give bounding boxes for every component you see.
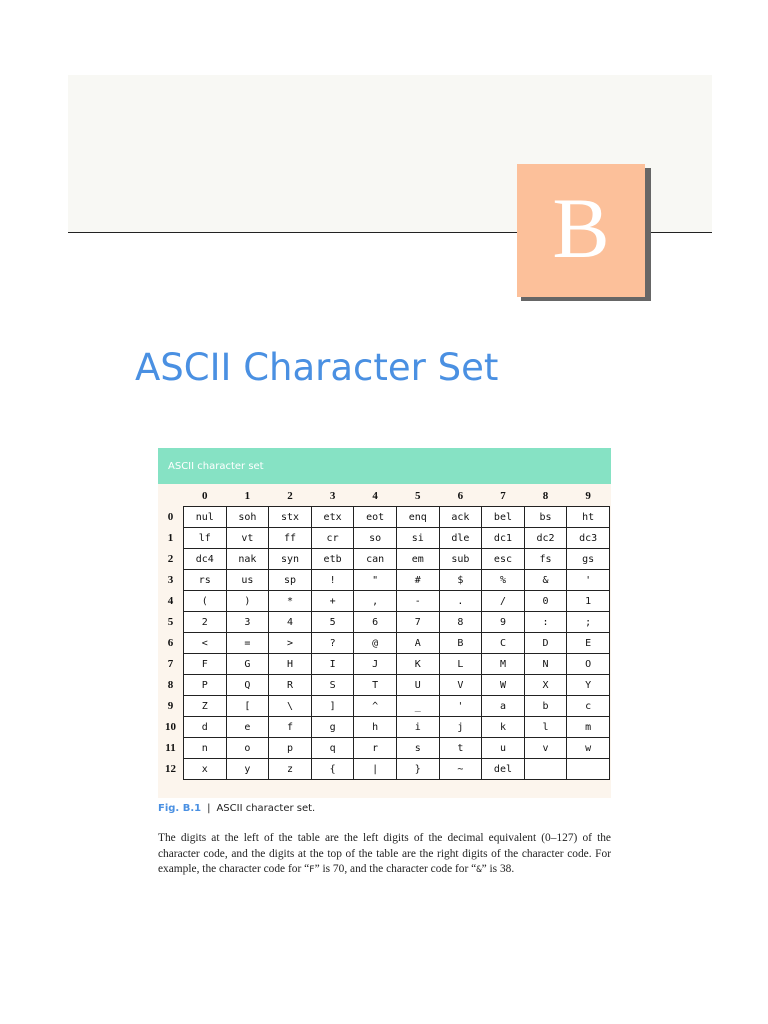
table-header-row [158,486,609,507]
table-cell: L [439,654,482,675]
table-cell: us [226,570,269,591]
row-header: 8 [167,679,174,691]
table-cell: D [524,633,567,654]
ascii-table-panel [158,448,611,798]
table-row [158,507,609,528]
table-cell: A [396,633,439,654]
table-row [158,633,609,654]
table-cell: v [524,738,567,759]
table-cell: Y [567,675,610,696]
table-cell: dc4 [184,549,227,570]
table-cell: B [439,633,482,654]
column-header: 9 [585,490,591,502]
table-cell: W [482,675,525,696]
table-cell: S [311,675,354,696]
table-cell: gs [567,549,610,570]
table-cell: rs [184,570,227,591]
table-cell: dc3 [567,528,610,549]
table-cell: ^ [354,696,397,717]
table-cell: enq [396,507,439,528]
table-cell: n [184,738,227,759]
table-cell: e [226,717,269,738]
table-cell: del [482,759,525,780]
table-cell: 1 [567,591,610,612]
table-cell: 6 [354,612,397,633]
table-cell: z [269,759,312,780]
table-cell: etx [311,507,354,528]
table-cell: u [482,738,525,759]
table-cell: 5 [311,612,354,633]
chapter-letter: B [552,179,610,276]
column-header: 5 [415,490,421,502]
table-cell: \ [269,696,312,717]
table-cell: o [226,738,269,759]
table-cell: g [311,717,354,738]
table-cell: esc [482,549,525,570]
table-cell: ~ [439,759,482,780]
table-cell: cr [311,528,354,549]
row-header: 5 [167,616,174,628]
table-caption-bar [158,448,611,484]
column-header: 4 [372,490,378,502]
table-row [158,549,609,570]
column-header: 6 [457,490,464,502]
table-cell: + [311,591,354,612]
paragraph-code-ampersand: & [476,865,482,875]
table-cell: can [354,549,397,570]
table-cell: nak [226,549,269,570]
table-cell: Z [184,696,227,717]
table-body [158,507,609,780]
table-cell: I [311,654,354,675]
table-cell: i [396,717,439,738]
table-cell: ; [567,612,610,633]
table-cell: fs [524,549,567,570]
column-header: 7 [500,490,506,502]
table-cell: t [439,738,482,759]
table-row [158,738,609,759]
table-cell: 0 [524,591,567,612]
column-header: 1 [244,490,251,502]
table-cell: ( [184,591,227,612]
row-header: 3 [167,574,174,586]
table-cell: p [269,738,312,759]
table-row [158,612,609,633]
table-cell: : [524,612,567,633]
paragraph-text-3: ” is 38. [481,863,515,875]
table-cell: dc1 [482,528,525,549]
table-cell: ) [226,591,269,612]
table-cell: s [396,738,439,759]
table-cell: . [439,591,482,612]
table-cell: h [354,717,397,738]
table-cell: dc2 [524,528,567,549]
row-header: 12 [165,763,176,775]
explanation-paragraph [158,831,611,879]
table-cell: O [567,654,610,675]
table-cell: H [269,654,312,675]
table-corner [158,486,184,507]
table-cell: # [396,570,439,591]
row-header: 0 [167,511,174,523]
table-cell: [ [226,696,269,717]
ascii-table [158,486,610,780]
table-row [158,570,609,591]
table-cell: k [482,717,525,738]
table-row [158,717,609,738]
table-cell: f [269,717,312,738]
table-cell: - [396,591,439,612]
table-cell: ' [567,570,610,591]
table-cell: | [354,759,397,780]
table-cell: N [524,654,567,675]
row-header: 11 [165,742,176,754]
table-cell: K [396,654,439,675]
table-cell: _ [396,696,439,717]
table-cell: $ [439,570,482,591]
table-cell: etb [311,549,354,570]
table-cell: J [354,654,397,675]
table-cell: T [354,675,397,696]
table-cell: q [311,738,354,759]
table-cell: U [396,675,439,696]
table-cell: 7 [396,612,439,633]
row-header: 10 [165,721,176,733]
table-cell: ? [311,633,354,654]
table-cell: m [567,717,610,738]
table-cell [524,759,567,780]
table-cell: stx [269,507,312,528]
column-header: 2 [287,490,293,502]
table-cell: bel [482,507,525,528]
table-cell: ] [311,696,354,717]
chapter-title: ASCII Character Set [135,346,499,389]
table-row [158,591,609,612]
table-cell: " [354,570,397,591]
row-header: 2 [167,553,174,565]
table-caption: ASCII character set [168,460,264,472]
table-cell: eot [354,507,397,528]
paragraph-text-1: The digits at the left of the table are the left digits of the decimal equivalent (0–127) of the character code, and the digits at the top of the table are the right digits of the character code. For example, the character code for “ [158,832,611,875]
table-cell: a [482,696,525,717]
table-cell: / [482,591,525,612]
table-cell: dle [439,528,482,549]
table-cell: r [354,738,397,759]
table-cell: lf [184,528,227,549]
table-cell: X [524,675,567,696]
table-cell: y [226,759,269,780]
table-cell: em [396,549,439,570]
table-cell: ' [439,696,482,717]
table-cell: F [184,654,227,675]
paragraph-text-2: ” is 70, and the character code for “ [314,863,477,875]
table-cell: ! [311,570,354,591]
table-cell: C [482,633,525,654]
table-cell [567,759,610,780]
table-cell: x [184,759,227,780]
table-cell: d [184,717,227,738]
table-cell: 3 [226,612,269,633]
table-cell: 9 [482,612,525,633]
table-row [158,759,609,780]
table-cell: > [269,633,312,654]
column-header: 3 [329,490,336,502]
table-cell: 8 [439,612,482,633]
table-row [158,696,609,717]
table-cell: vt [226,528,269,549]
figure-label: Fig. B.1 [158,803,202,814]
table-cell: c [567,696,610,717]
figure-caption-text: ASCII character set. [216,803,316,814]
row-header: 1 [167,532,174,544]
table-cell: = [226,633,269,654]
paragraph-code-f: F [309,865,315,875]
table-cell: G [226,654,269,675]
table-cell: R [269,675,312,696]
table-cell: soh [226,507,269,528]
table-row [158,654,609,675]
table-cell: bs [524,507,567,528]
table-cell: ht [567,507,610,528]
table-cell: sub [439,549,482,570]
table-cell: si [396,528,439,549]
column-header: 0 [202,490,208,502]
table-cell: ff [269,528,312,549]
table-cell: l [524,717,567,738]
column-header: 8 [542,490,549,502]
row-header: 6 [167,637,174,649]
table-cell: sp [269,570,312,591]
table-cell: P [184,675,227,696]
table-cell: E [567,633,610,654]
table-cell: @ [354,633,397,654]
table-cell: , [354,591,397,612]
figure-caption [158,803,315,814]
table-cell: % [482,570,525,591]
row-header: 4 [167,595,174,607]
table-cell: nul [184,507,227,528]
table-row [158,675,609,696]
table-cell: syn [269,549,312,570]
table-cell: & [524,570,567,591]
chapter-letter-box [517,164,645,297]
table-cell: b [524,696,567,717]
table-row [158,528,609,549]
table-cell: M [482,654,525,675]
table-cell: w [567,738,610,759]
table-cell: ack [439,507,482,528]
table-cell: so [354,528,397,549]
table-cell: 2 [184,612,227,633]
table-cell: } [396,759,439,780]
table-cell: Q [226,675,269,696]
table-cell: * [269,591,312,612]
table-cell: { [311,759,354,780]
row-header: 9 [167,700,174,712]
table-cell: j [439,717,482,738]
row-header: 7 [167,658,174,670]
table-cell: 4 [269,612,312,633]
table-cell: V [439,675,482,696]
table-cell: < [184,633,227,654]
figure-separator: | [207,803,211,814]
